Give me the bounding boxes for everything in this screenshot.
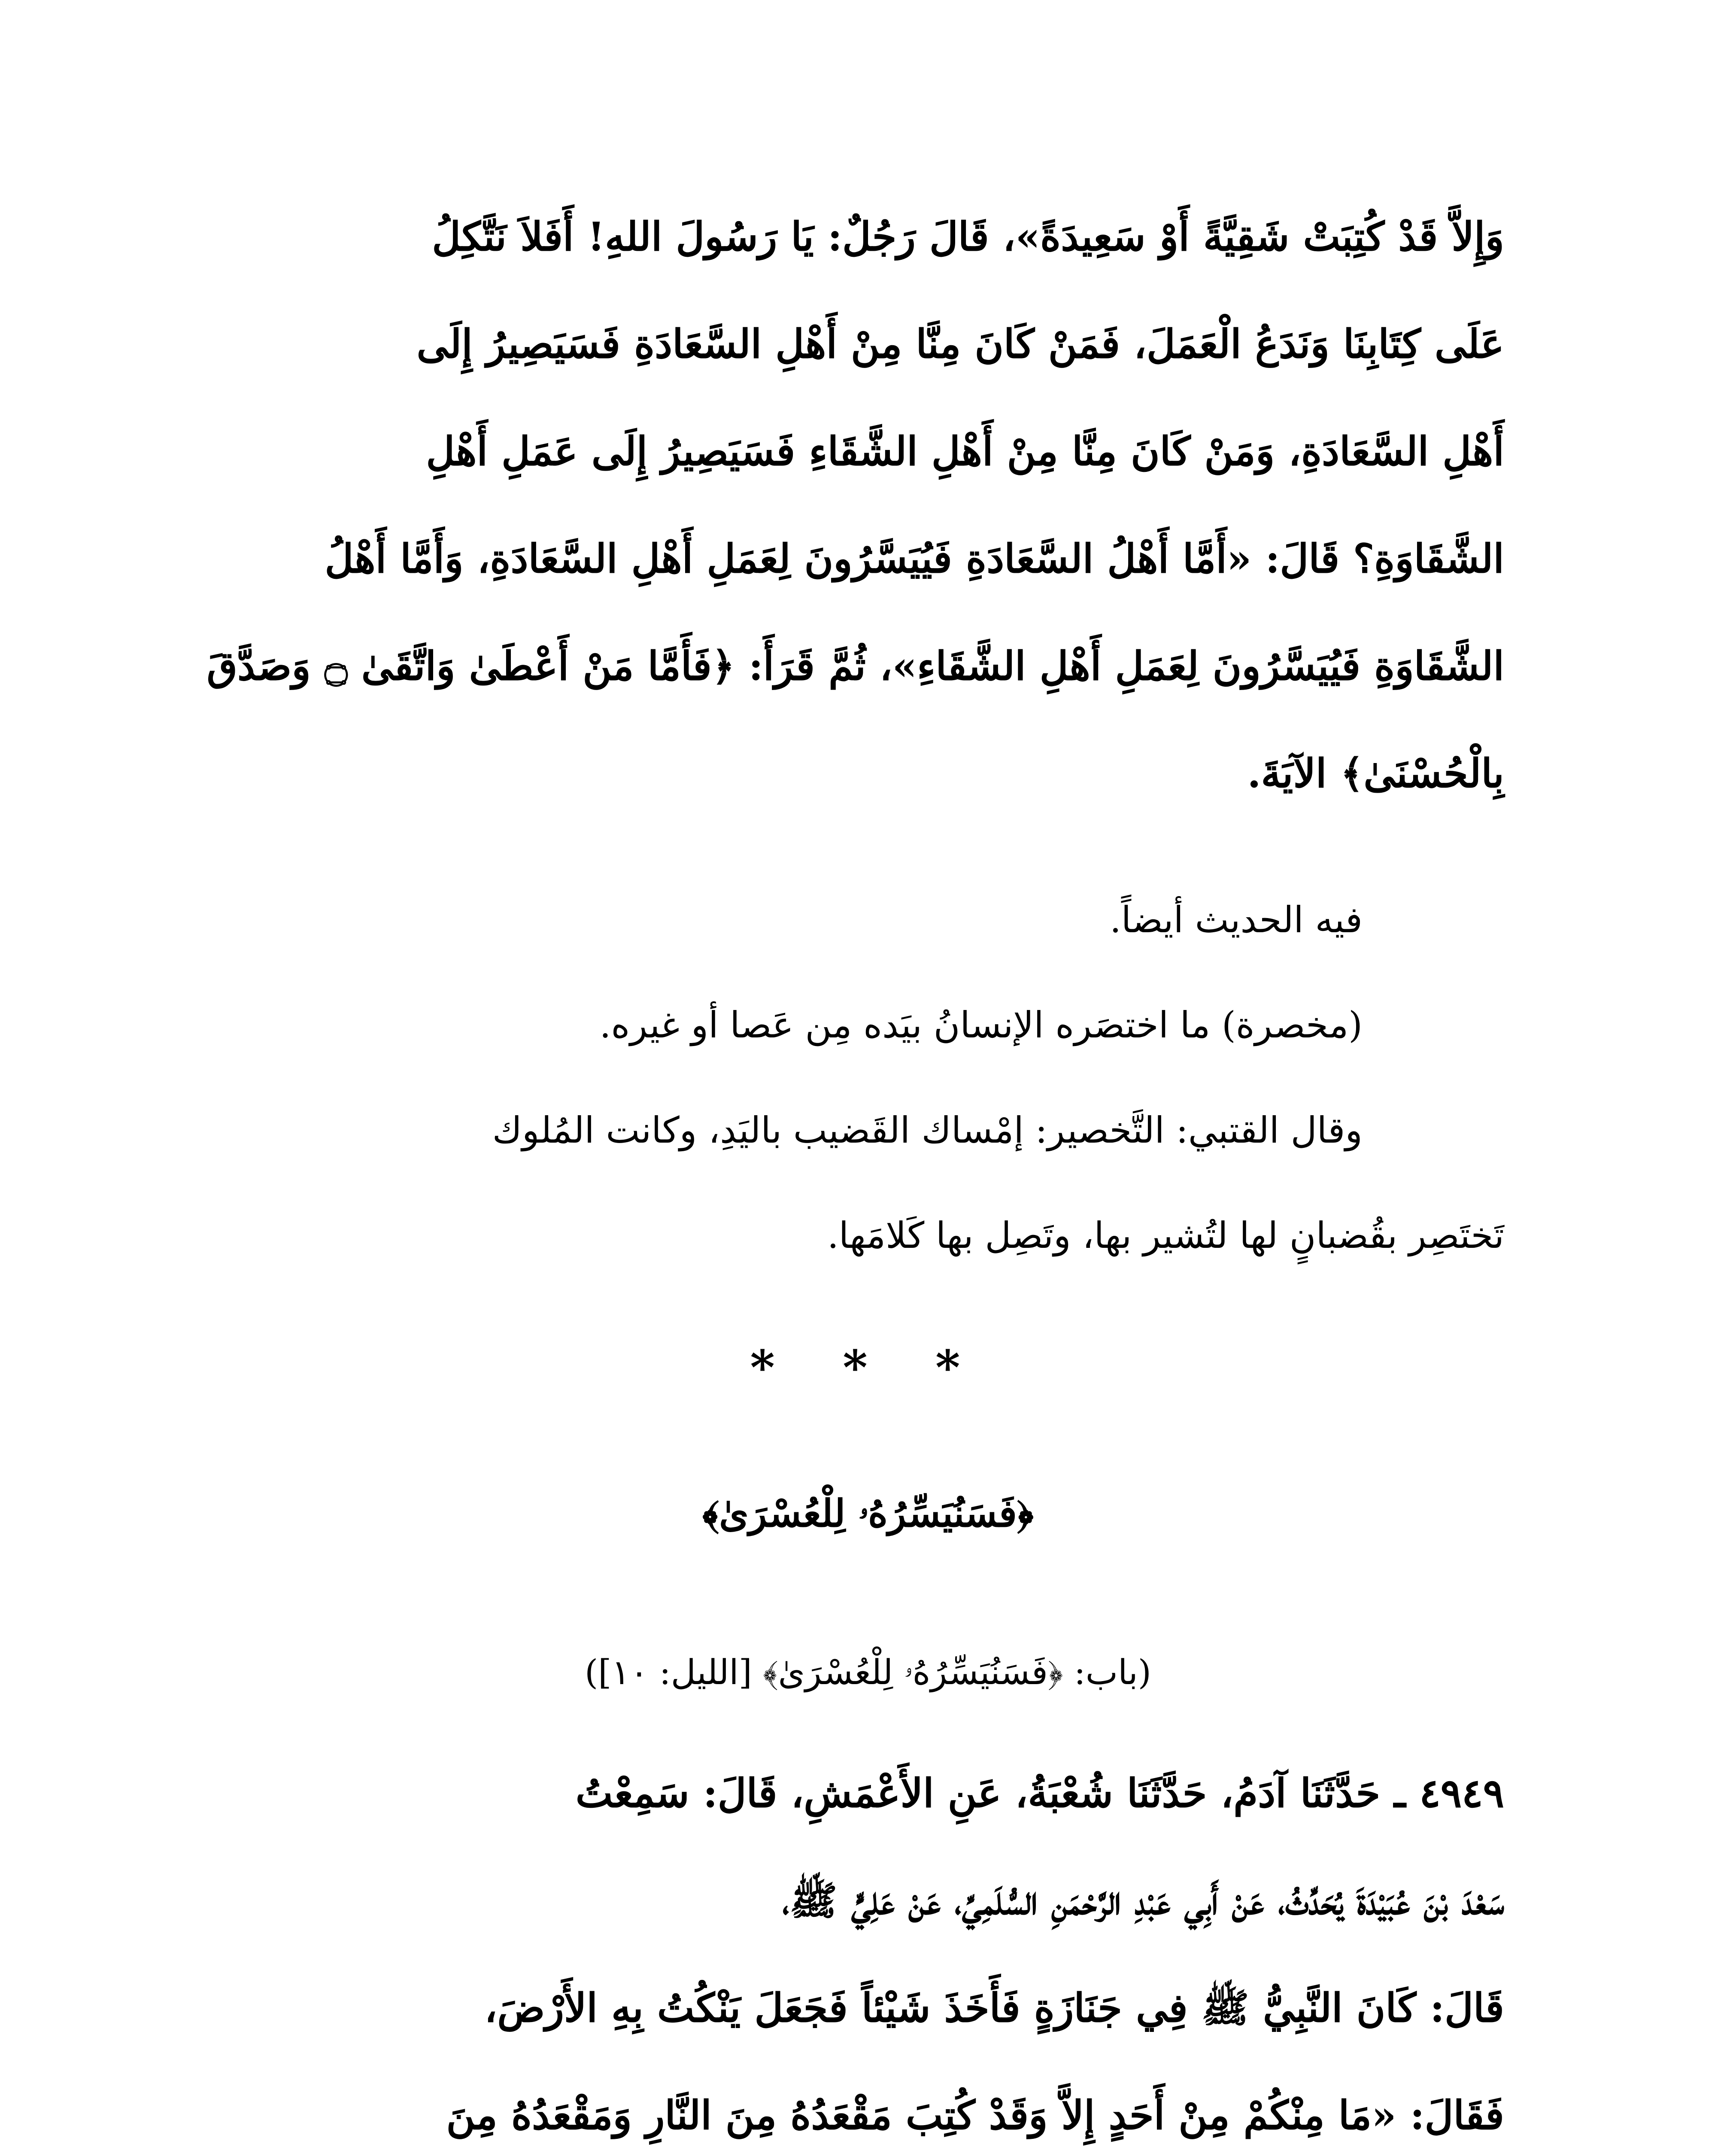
section-separator: * * *: [750, 1340, 986, 1395]
hadith-line-5: الشَّقَاوَةِ فَيُيَسَّرُونَ لِعَمَلِ أَهْلِ الشَّقَاءِ»، ثُمَّ قَرَأَ: ﴿فَأَمَّا مَنْ أَعْطَىٰ وَاتَّقَىٰ ۝ وَصَدَّقَ: [206, 643, 1504, 689]
hadith-line-1: وَإِلاَّ قَدْ كُتِبَتْ شَقِيَّةً أَوْ سَعِيدَةً»، قَالَ رَجُلٌ: يَا رَسُولَ اللهِ! أَفَلاَ نَتَّكِلُ: [432, 213, 1504, 260]
commentary-line-1: فيه الحديث أيضاً.: [1110, 899, 1363, 941]
chapter-title: (باب: ﴿فَسَنُيَسِّرُهُۥ لِلْعُسْرَىٰ﴾ [الليل: ١٠]): [585, 1652, 1151, 1692]
hadith-4949-line-3: قَالَ: كَانَ النَّبِيُّ ﷺ فِي جَنَازَةٍ فَأَخَذَ شَيْئاً فَجَعَلَ يَنْكُتُ بِهِ الأَرْضَ،: [484, 1985, 1504, 2031]
commentary-line-3: وقال القتبي: التَّخصير: إمْساك القَضيب باليَدِ، وكانت المُلوك: [492, 1109, 1363, 1151]
commentary-line-4: تَختَصِر بقُضبانٍ لها لتُشير بها، وتَصِل بها كَلامَها.: [827, 1214, 1504, 1256]
hadith-line-6: بِالْحُسْنَىٰ﴾ الآيَةَ.: [1247, 750, 1504, 797]
commentary-line-2: (مخصرة) ما اختصَره الإنسانُ بيَده مِن عَصا أو غيره.: [599, 1004, 1363, 1046]
hadith-line-4: الشَّقَاوَةِ؟ قَالَ: «أَمَّا أَهْلُ السَّعَادَةِ فَيُيَسَّرُونَ لِعَمَلِ أَهْلِ السَّعَادَةِ، وَأَمَّا أَهْلُ: [325, 535, 1504, 582]
hadith-4949-line-4: فَقَالَ: «مَا مِنْكُمْ مِنْ أَحَدٍ إِلاَّ وَقَدْ كُتِبَ مَقْعَدُهُ مِنَ النَّارِ وَمَقْعَدُهُ مِنَ: [446, 2092, 1504, 2138]
hadith-line-2: عَلَى كِتَابِنَا وَنَدَعُ الْعَمَلَ، فَمَنْ كَانَ مِنَّا مِنْ أَهْلِ السَّعَادَةِ فَسَيَصِيرُ إِلَى: [416, 321, 1504, 367]
hadith-line-3: أَهْلِ السَّعَادَةِ، وَمَنْ كَانَ مِنَّا مِنْ أَهْلِ الشَّقَاءِ فَسَيَصِيرُ إِلَى عَمَلِ أَهْلِ: [426, 428, 1504, 474]
hadith-4949-line-2: سَعْدَ بْنَ عُبَيْدَةَ يُحَدِّثُ، عَنْ أَبِي عَبْدِ الرَّحْمَنِ السُّلَمِيِّ، عَنْ عَلِيٍّ ﷺ،: [782, 1877, 1504, 1924]
hadith-4949-line-1: ٤٩٤٩ ـ حَدَّثَنَا آدَمُ، حَدَّثَنَا شُعْبَةُ، عَنِ الأَعْمَشِ، قَالَ: سَمِعْتُ: [575, 1770, 1504, 1816]
section-heading: ﴿فَسَنُيَسِّرُهُۥ لِلْعُسْرَىٰ﴾: [702, 1491, 1034, 1536]
